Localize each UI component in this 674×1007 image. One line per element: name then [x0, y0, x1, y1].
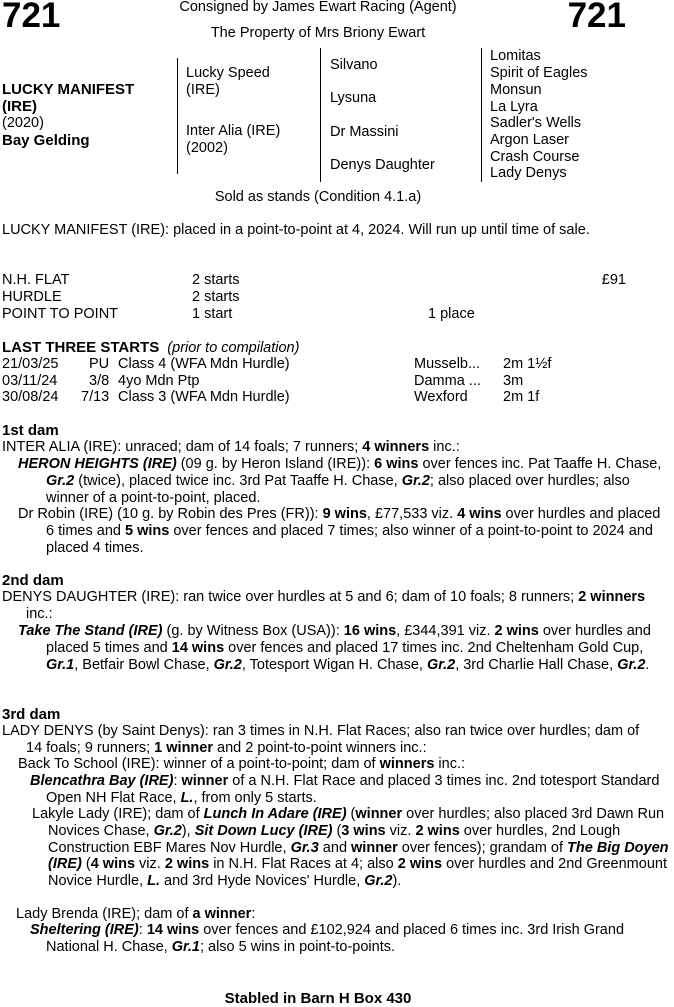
- pedigree-g3-0: Lomitas: [490, 48, 541, 64]
- start-position: PU: [89, 356, 110, 372]
- second-dam-progeny-1: Take The Stand (IRE) (g. by Witness Box (USA)): 16 wins, £344,391 viz. 2 wins over hurdles and placed 5 times and 14 wins over fences and placed 17 times inc. 2nd Cheltenham Gold Cup, Gr.1, Betfair Bowl Chase, Gr.2, Totesport Wigan H. Chase, Gr.2, 3rd Charlie Hall Chase, Gr.2.: [18, 623, 651, 673]
- horse-year: (2020): [2, 115, 44, 131]
- pedigree-dam-year: (2002): [186, 140, 228, 156]
- start-course: Wexford: [414, 389, 468, 405]
- pedigree-g3-4: Sadler's Wells: [490, 115, 582, 131]
- pedigree-g2-2: Dr Massini: [330, 124, 399, 140]
- start-date: 30/08/24: [2, 389, 59, 405]
- second-dam-heading: 2nd dam: [2, 572, 64, 589]
- record-starts: 2 starts: [192, 289, 240, 305]
- lot-number-right: 721: [567, 0, 626, 35]
- start-course: Musselb...: [414, 356, 481, 372]
- pedigree-g3-6: Crash Course: [490, 149, 580, 165]
- pedigree-g2-3: Denys Daughter: [330, 157, 435, 173]
- first-dam-progeny-2: Dr Robin (IRE) (10 g. by Robin des Pres (FR)): 9 wins, £77,533 viz. 4 wins over hurdles and placed 6 times and 5 wins over fences and placed 7 times; also winner of a point-to-point to 2024 and placed 4 times.: [18, 506, 661, 556]
- lot-number-left: 721: [2, 0, 61, 35]
- horse-description: Bay Gelding: [2, 132, 90, 149]
- sold-as-stands: Sold as stands (Condition 4.1.a): [214, 189, 422, 205]
- third-dam-heading: 3rd dam: [2, 706, 61, 723]
- start-position: 7/13: [81, 389, 110, 405]
- horse-country: (IRE): [2, 98, 37, 115]
- first-dam-progeny-1: HERON HEIGHTS (IRE) (09 g. by Heron Island (IRE)): 6 wins over fences inc. Pat Taaffe H. Chase, Gr.2 (twice), placed twice inc. 3rd Pat Taaffe H. Chase, Gr.2; also placed over hurdles; also winner of a point-to-point, placed.: [18, 456, 662, 506]
- start-distance: 2m 1½f: [503, 356, 552, 372]
- record-label: N.H. FLAT: [2, 272, 70, 288]
- pedigree-sire-country: (IRE): [186, 82, 220, 98]
- start-course: Damma ...: [414, 373, 481, 389]
- third-dam-grandprogeny-1: Blencathra Bay (IRE): winner of a N.H. Flat Race and placed 3 times inc. 2nd totesport Standard Open NH Flat Race, L., from only 5 starts.: [30, 773, 660, 806]
- pedigree-sire: Lucky Speed: [186, 65, 270, 81]
- third-dam-progeny-2: Lady Brenda (IRE); dam of a winner:: [16, 906, 256, 922]
- first-dam-heading: 1st dam: [2, 422, 59, 439]
- start-race: 4yo Mdn Ptp: [118, 373, 200, 389]
- start-race: Class 4 (WFA Mdn Hurdle): [118, 356, 290, 372]
- second-dam-intro: DENYS DAUGHTER (IRE): ran twice over hurdles at 5 and 6; dam of 10 foals; 8 runners; 2 winners inc.:: [2, 589, 646, 622]
- pedigree-g3-5: Argon Laser: [490, 132, 569, 148]
- property: The Property of Mrs Briony Ewart: [210, 25, 426, 41]
- start-distance: 3m: [503, 373, 524, 389]
- consignor: Consigned by James Ewart Racing (Agent): [179, 0, 457, 15]
- pedigree-g3-1: Spirit of Eagles: [490, 65, 588, 81]
- stabled-location: Stabled in Barn H Box 430: [224, 990, 412, 1007]
- pedigree-g3-7: Lady Denys: [490, 165, 567, 181]
- summary: LUCKY MANIFEST (IRE): placed in a point-to-point at 4, 2024. Will run up until time of sale.: [2, 222, 590, 238]
- pedigree-divider-1: [177, 58, 178, 174]
- record-starts: 2 starts: [192, 272, 240, 288]
- first-dam-intro: INTER ALIA (IRE): unraced; dam of 14 foals; 7 runners; 4 winners inc.:: [2, 439, 460, 455]
- pedigree-g3-3: La Lyra: [490, 99, 538, 115]
- horse-name: LUCKY MANIFEST: [2, 81, 135, 98]
- start-race: Class 3 (WFA Mdn Hurdle): [118, 389, 290, 405]
- third-dam-intro: LADY DENYS (by Saint Denys): ran 3 times in N.H. Flat Races; also ran twice over hurdles; dam of 14 foals; 9 runners; 1 winner and 2 point-to-point winners inc.:: [2, 723, 640, 756]
- pedigree-dam: Inter Alia (IRE): [186, 123, 281, 139]
- pedigree-g2-1: Lysuna: [330, 90, 377, 106]
- third-dam-grandprogeny-3: Sheltering (IRE): 14 wins over fences and £102,924 and placed 6 times inc. 3rd Irish Grand National H. Chase, Gr.1; also 5 wins in point-to-points.: [30, 922, 625, 955]
- start-position: 3/8: [89, 373, 110, 389]
- third-dam-progeny-1: Back To School (IRE): winner of a point-to-point; dam of winners inc.:: [18, 756, 466, 772]
- record-prize: £91: [601, 272, 626, 288]
- record-label: POINT TO POINT: [2, 306, 119, 322]
- pedigree-g2-0: Silvano: [330, 57, 378, 73]
- record-starts: 1 start: [192, 306, 233, 322]
- start-date: 21/03/25: [2, 356, 59, 372]
- pedigree-g3-2: Monsun: [490, 82, 542, 98]
- record-places: 1 place: [428, 306, 475, 322]
- last-three-heading: LAST THREE STARTS (prior to compilation): [2, 339, 300, 356]
- record-label: HURDLE: [2, 289, 62, 305]
- start-distance: 2m 1f: [503, 389, 540, 405]
- pedigree-divider-3: [481, 48, 482, 182]
- pedigree-divider-2: [320, 48, 321, 182]
- start-date: 03/11/24: [2, 373, 58, 389]
- third-dam-grandprogeny-2: Lakyle Lady (IRE); dam of Lunch In Adare (IRE) (winner over hurdles; also placed 3rd Dawn Run Novices Chase, Gr.2), Sit Down Lucy (IRE) (3 wins viz. 2 wins over hurdles, 2nd Lough Construction EBF Mares Nov Hurdle, Gr.3 and winner over fences); grandam of The Big Doyen (IRE) (4 wins viz. 2 wins in N.H. Flat Races at 4; also 2 wins over hurdles and 2nd Greenmount Novice Hurdle, L. and 3rd Hyde Novices' Hurdle, Gr.2).: [32, 806, 669, 890]
